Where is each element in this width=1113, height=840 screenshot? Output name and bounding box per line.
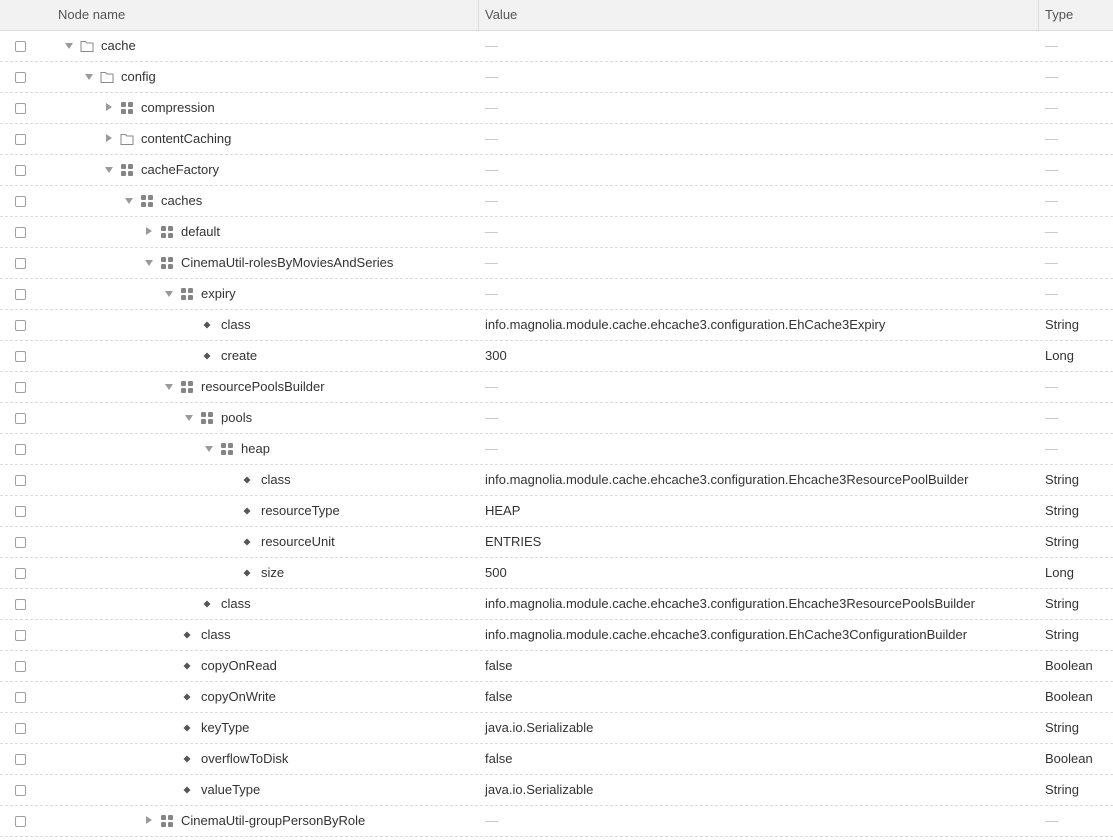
row-checkbox[interactable] — [15, 165, 26, 176]
property-icon — [200, 318, 214, 332]
node-value[interactable]: — — [485, 286, 498, 301]
collapse-toggle-icon[interactable] — [164, 289, 174, 299]
node-value[interactable]: — — [485, 100, 498, 115]
node-value[interactable]: java.io.Serializable — [485, 782, 594, 797]
property-icon — [240, 535, 254, 549]
row-checkbox[interactable] — [15, 661, 26, 672]
node-value[interactable]: — — [485, 162, 498, 177]
node-value[interactable]: info.magnolia.module.cache.ehcache3.configuration.EhCache3Expiry — [485, 317, 886, 332]
collapse-toggle-icon[interactable] — [164, 382, 174, 392]
tree-row[interactable] — [0, 589, 1113, 620]
content-node-icon — [160, 225, 174, 239]
tree-row[interactable] — [0, 403, 1113, 434]
tree-row[interactable] — [0, 744, 1113, 775]
property-icon — [180, 721, 194, 735]
collapse-toggle-icon[interactable] — [104, 165, 114, 175]
tree-row[interactable] — [0, 682, 1113, 713]
node-type: — — [1045, 379, 1058, 394]
tree-row[interactable] — [0, 713, 1113, 744]
tree-row[interactable] — [0, 248, 1113, 279]
node-type: Boolean — [1045, 689, 1093, 704]
node-value[interactable]: — — [485, 224, 498, 239]
row-checkbox[interactable] — [15, 134, 26, 145]
node-name[interactable]: contentCaching — [141, 131, 232, 146]
tree-header — [0, 0, 1113, 31]
node-name[interactable]: caches — [161, 193, 203, 208]
node-value[interactable]: — — [485, 193, 498, 208]
tree-row[interactable] — [0, 279, 1113, 310]
row-checkbox[interactable] — [15, 103, 26, 114]
content-node-icon — [140, 194, 154, 208]
content-node-icon — [220, 442, 234, 456]
node-name[interactable]: heap — [241, 441, 270, 456]
tree-row[interactable] — [0, 434, 1113, 465]
node-value[interactable]: — — [485, 131, 498, 146]
node-type: String — [1045, 596, 1079, 611]
node-type: — — [1045, 193, 1058, 208]
property-icon — [180, 690, 194, 704]
node-value[interactable]: false — [485, 658, 513, 673]
folder-icon — [100, 70, 114, 84]
collapse-toggle-icon[interactable] — [144, 258, 154, 268]
tree-row[interactable] — [0, 186, 1113, 217]
expand-toggle-icon[interactable] — [104, 134, 114, 144]
folder-icon — [80, 39, 94, 53]
node-value[interactable]: info.magnolia.module.cache.ehcache3.configuration.EhCache3ConfigurationBuilder — [485, 627, 968, 642]
node-name[interactable]: copyOnRead — [201, 658, 277, 673]
content-node-icon — [180, 380, 194, 394]
node-value[interactable]: 500 — [485, 565, 507, 580]
row-checkbox[interactable] — [15, 630, 26, 641]
node-type: — — [1045, 162, 1058, 177]
node-name[interactable]: overflowToDisk — [201, 751, 289, 766]
tree-row[interactable] — [0, 651, 1113, 682]
row-checkbox[interactable] — [15, 320, 26, 331]
row-checkbox[interactable] — [15, 568, 26, 579]
tree-row[interactable] — [0, 527, 1113, 558]
node-value[interactable]: — — [485, 441, 498, 456]
node-value[interactable]: — — [485, 38, 498, 53]
node-name[interactable]: class — [221, 596, 251, 611]
node-type: — — [1045, 441, 1058, 456]
tree-row[interactable] — [0, 620, 1113, 651]
folder-icon — [120, 132, 134, 146]
node-type: Long — [1045, 565, 1074, 580]
row-checkbox[interactable] — [15, 72, 26, 83]
property-icon — [180, 628, 194, 642]
node-name[interactable]: create — [221, 348, 258, 363]
column-header-type[interactable]: Type — [1045, 7, 1074, 22]
node-value[interactable]: — — [485, 255, 498, 270]
row-checkbox[interactable] — [15, 227, 26, 238]
node-type: — — [1045, 410, 1058, 425]
content-node-icon — [160, 256, 174, 270]
row-checkbox[interactable] — [15, 289, 26, 300]
column-header-node-name[interactable]: Node name — [58, 7, 126, 22]
node-name[interactable]: cacheFactory — [141, 162, 220, 177]
row-checkbox[interactable] — [15, 258, 26, 269]
node-type: — — [1045, 813, 1058, 828]
node-type: — — [1045, 38, 1058, 53]
node-type: — — [1045, 255, 1058, 270]
content-node-icon — [180, 287, 194, 301]
row-checkbox[interactable] — [15, 754, 26, 765]
row-checkbox[interactable] — [15, 413, 26, 424]
collapse-toggle-icon[interactable] — [124, 196, 134, 206]
node-type: String — [1045, 472, 1079, 487]
node-value[interactable]: HEAP — [485, 503, 521, 518]
tree-row[interactable] — [0, 372, 1113, 403]
node-name[interactable]: CinemaUtil-groupPersonByRole — [181, 813, 366, 828]
node-name[interactable]: resourceUnit — [261, 534, 335, 549]
row-checkbox[interactable] — [15, 599, 26, 610]
row-checkbox[interactable] — [15, 382, 26, 393]
node-value[interactable]: info.magnolia.module.cache.ehcache3.configuration.Ehcache3ResourcePoolsBuilder — [485, 596, 975, 611]
collapse-toggle-icon[interactable] — [84, 72, 94, 82]
property-icon — [180, 783, 194, 797]
row-checkbox[interactable] — [15, 41, 26, 52]
node-name[interactable]: copyOnWrite — [201, 689, 276, 704]
node-value[interactable]: info.magnolia.module.cache.ehcache3.configuration.Ehcache3ResourcePoolBuilder — [485, 472, 969, 487]
node-name[interactable]: class — [201, 627, 231, 642]
row-checkbox[interactable] — [15, 506, 26, 517]
collapse-toggle-icon[interactable] — [204, 444, 214, 454]
node-type: Long — [1045, 348, 1074, 363]
node-type: — — [1045, 69, 1058, 84]
content-node-icon — [200, 411, 214, 425]
property-icon — [240, 473, 254, 487]
node-type: String — [1045, 317, 1079, 332]
row-checkbox[interactable] — [15, 475, 26, 486]
node-name[interactable]: class — [221, 317, 251, 332]
node-name[interactable]: expiry — [201, 286, 236, 301]
collapse-toggle-icon[interactable] — [184, 413, 194, 423]
node-type: Boolean — [1045, 751, 1093, 766]
node-type: String — [1045, 503, 1079, 518]
property-icon — [180, 659, 194, 673]
node-value[interactable]: java.io.Serializable — [485, 720, 594, 735]
node-name[interactable]: pools — [221, 410, 253, 425]
node-name[interactable]: valueType — [201, 782, 261, 797]
node-value[interactable]: — — [485, 410, 498, 425]
tree-row[interactable] — [0, 155, 1113, 186]
node-type: — — [1045, 100, 1058, 115]
row-checkbox[interactable] — [15, 785, 26, 796]
node-type: — — [1045, 224, 1058, 239]
tree-row[interactable] — [0, 124, 1113, 155]
node-value[interactable]: — — [485, 379, 498, 394]
row-checkbox[interactable] — [15, 537, 26, 548]
row-checkbox[interactable] — [15, 816, 26, 827]
content-node-icon — [120, 163, 134, 177]
tree-row[interactable] — [0, 62, 1113, 93]
property-icon — [200, 349, 214, 363]
expand-toggle-icon[interactable] — [144, 816, 154, 826]
tree-row[interactable] — [0, 31, 1113, 62]
node-name[interactable]: keyType — [201, 720, 250, 735]
content-node-icon — [160, 814, 174, 828]
node-name[interactable]: class — [261, 472, 291, 487]
property-icon — [240, 566, 254, 580]
tree-row[interactable] — [0, 341, 1113, 372]
tree-row[interactable] — [0, 806, 1113, 837]
row-checkbox[interactable] — [15, 444, 26, 455]
node-type: — — [1045, 286, 1058, 301]
tree-grid — [0, 31, 1113, 837]
node-value[interactable]: — — [485, 69, 498, 84]
node-name[interactable]: resourcePoolsBuilder — [201, 379, 325, 394]
content-node-icon — [120, 101, 134, 115]
node-value[interactable]: ENTRIES — [485, 534, 542, 549]
column-divider[interactable] — [478, 0, 479, 30]
row-checkbox[interactable] — [15, 351, 26, 362]
property-icon — [240, 504, 254, 518]
tree-row[interactable] — [0, 775, 1113, 806]
node-name[interactable]: compression — [141, 100, 215, 115]
node-type: String — [1045, 720, 1079, 735]
node-type: String — [1045, 627, 1079, 642]
node-name[interactable]: cache — [101, 38, 136, 53]
node-type: String — [1045, 782, 1079, 797]
collapse-toggle-icon[interactable] — [64, 41, 74, 51]
column-header-value[interactable]: Value — [485, 7, 518, 22]
node-name[interactable]: default — [181, 224, 221, 239]
tree-row[interactable] — [0, 465, 1113, 496]
node-value[interactable]: 300 — [485, 348, 507, 363]
expand-toggle-icon[interactable] — [144, 227, 154, 237]
row-checkbox[interactable] — [15, 692, 26, 703]
node-value[interactable]: — — [485, 813, 498, 828]
row-checkbox[interactable] — [15, 723, 26, 734]
tree-row[interactable] — [0, 558, 1113, 589]
node-name[interactable]: config — [121, 69, 156, 84]
node-value[interactable]: false — [485, 689, 513, 704]
node-value[interactable]: false — [485, 751, 513, 766]
node-type: — — [1045, 131, 1058, 146]
property-icon — [200, 597, 214, 611]
tree-row[interactable] — [0, 310, 1113, 341]
node-name[interactable]: resourceType — [261, 503, 340, 518]
tree-row[interactable] — [0, 496, 1113, 527]
row-checkbox[interactable] — [15, 196, 26, 207]
node-type: String — [1045, 534, 1079, 549]
tree-row[interactable] — [0, 217, 1113, 248]
expand-toggle-icon[interactable] — [104, 103, 114, 113]
tree-row[interactable] — [0, 93, 1113, 124]
node-name[interactable]: size — [261, 565, 285, 580]
property-icon — [180, 752, 194, 766]
node-name[interactable]: CinemaUtil-rolesByMoviesAndSeries — [181, 255, 394, 270]
node-type: Boolean — [1045, 658, 1093, 673]
column-divider[interactable] — [1038, 0, 1039, 30]
